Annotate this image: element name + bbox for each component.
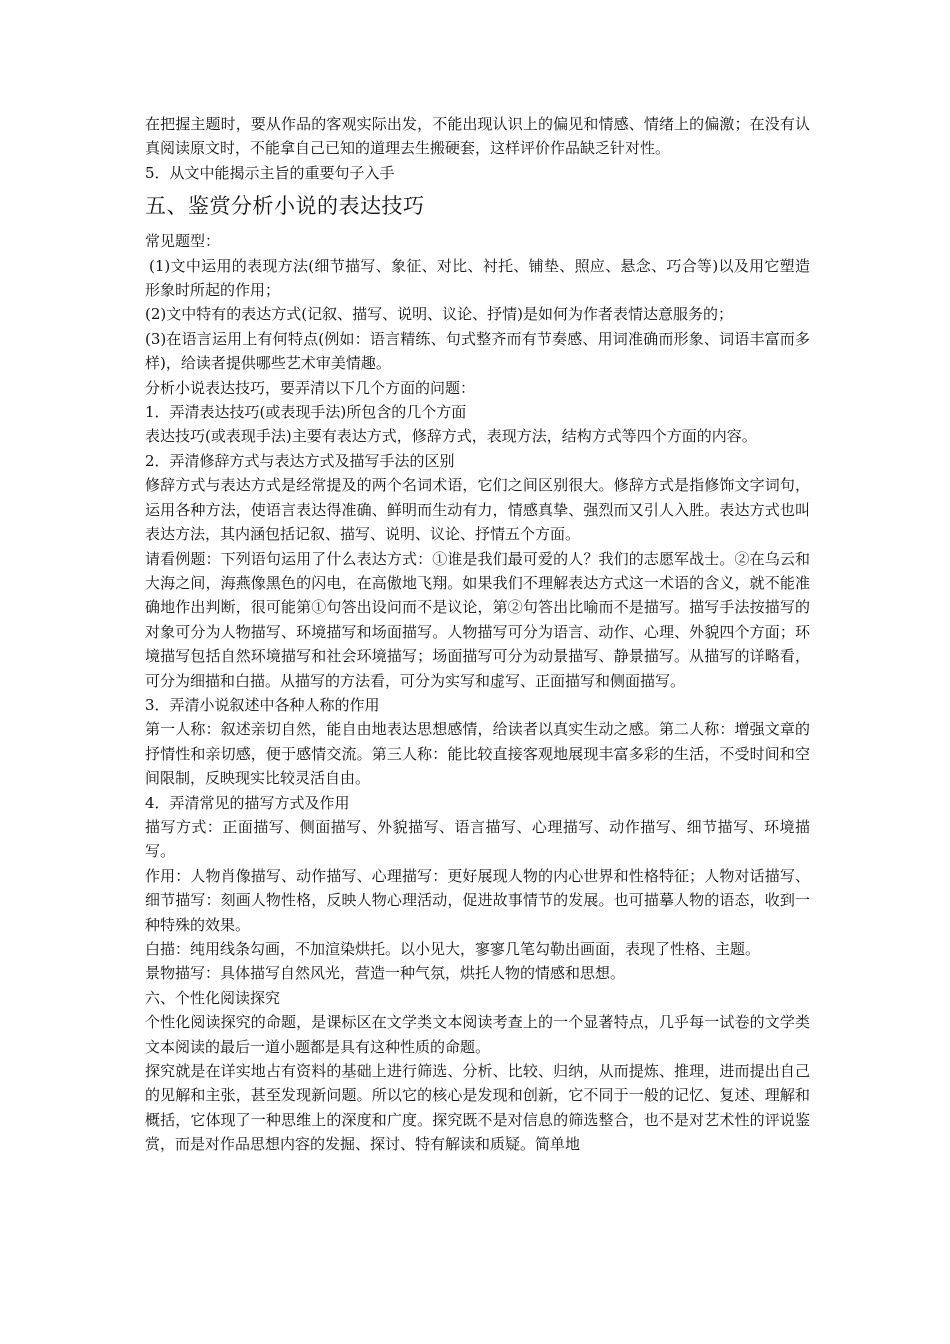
point-4-heading: 4．弄清常见的描写方式及作用 (145, 793, 350, 812)
point-3-body: 第一人称：叙述亲切自然，能自由地表达思想感情，给读者以真实生动之感。第二人称：增强文章的抒情性和亲切感，便于感情交流。第三人称：能比较直接客观地展现丰富多彩的生活，不受时间和空间限制，反映现实比较灵活自由。 (145, 720, 810, 788)
point-3-heading: 3．弄清小说叙述中各种人称的作用 (145, 695, 380, 714)
personal-reading-intro: 个性化阅读探究的命题，是课标区在文学类文本阅读考查上的一个显著特点，几乎每一试卷的文学类文本阅读的最后一道小题都是具有这种性质的命题。 (145, 1013, 810, 1056)
analysis-intro: 分析小说表达技巧，要弄清以下几个方面的问题： (145, 378, 476, 397)
point-1-heading: 1．弄清表达技巧(或表现手法)所包含的几个方面 (145, 403, 467, 422)
question-type-1: (1)文中运用的表现方法(细节描写、象征、对比、衬托、铺垫、照应、悬念、巧合等)以及用它塑造形象时所起的作用； (145, 256, 810, 300)
section-heading-six: 六、个性化阅读探究 (145, 988, 281, 1007)
point-2-heading: 2．弄清修辞方式与表达方式及描写手法的区别 (145, 451, 455, 470)
question-type-2: (2)文中特有的表达方式(记叙、描写、说明、议论、抒情)是如何为作者表情达意服务的； (145, 305, 733, 324)
scenery-description: 景物描写：具体描写自然风光，营造一种气氛，烘托人物的情感和思想。 (145, 964, 626, 983)
section-heading-five: 五、鉴赏分析小说的表达技巧 (145, 194, 425, 219)
item-5-key-sentences: 5．从文中能揭示主旨的重要句子入手 (145, 163, 395, 182)
common-question-types-label: 常见题型： (145, 232, 221, 251)
example-paragraph: 请看例题：下列语句运用了什么表达方式：①谁是我们最可爱的人？我们的志愿军战士。②在乌云和大海之间，海燕像黑色的闪电，在高傲地飞翔。如果我们不理解表达方式这一术语的含义，就不能准确地作出判断，很可能第①句答出设问而不是议论，第②句答出比喻而不是描写。描写手法按描写的对象可分为人物描写、环境描写和场面描写。人物描写可分为语言、动作、心理、外貌四个方面；环境描写包括自然环境描写和社会环境描写；场面描写可分为动景描写、静景描写。从描写的详略看，可分为细描和白描。从描写的方法看，可分为实写和虚写、正面描写和侧面描写。 (145, 549, 810, 690)
point-1-body: 表达技巧(或表现手法)主要有表达方式，修辞方式，表现方法，结构方式等四个方面的内容。 (145, 427, 757, 446)
exploration-body: 探究就是在详实地占有资料的基础上进行筛选、分析、比较、归纳，从而提炼、推理，进而提出自己的见解和主张，甚至发现新问题。所以它的核心是发现和创新，它不同于一般的记忆、复述、理解和概括，它体现了一种思维上的深度和广度。探究既不是对信息的筛选整合，也不是对艺术性的评说鉴赏，而是对作品思想内容的发掘、探讨、特有解读和质疑。简单地 (145, 1062, 810, 1154)
point-2-body: 修辞方式与表达方式是经常提及的两个名词术语，它们之间区别很大。修辞方式是指修饰文字词句，运用各种方法，使语言表达得准确、鲜明而生动有力，情感真挚、强烈而又引人入胜。表达方式也叫表达方法，其内涵包括记叙、描写、说明、议论、抒情五个方面。 (145, 476, 810, 544)
document-page (145, 112, 810, 1157)
description-methods: 描写方式：正面描写、侧面描写、外貌描写、语言描写、心理描写、动作描写、细节描写、环境描写。 (145, 817, 810, 861)
paragraph-theme-caution: 在把握主题时，要从作品的客观实际出发，不能出现认识上的偏见和情感、情绪上的偏激；在没有认真阅读原文时，不能拿自己已知的道理去生搬硬套，这样评价作品缺乏针对性。 (145, 115, 810, 158)
plain-sketch: 白描：纯用线条勾画，不加渲染烘托。以小见大，寥寥几笔勾勒出画面，表现了性格、主题。 (145, 940, 761, 958)
description-effects: 作用：人物肖像描写、动作描写、心理描写：更好展现人物的内心世界和性格特征；人物对话描写、细节描写：刻画人物性格，反映人物心理活动，促进故事情节的发展。也可描摹人物的语态，收到一种特殊的效果。 (145, 866, 810, 934)
question-type-3: (3)在语言运用上有何特点(例如：语言精练、句式整齐而有节奏感、用词准确而形象、词语丰富而多样)，给读者提供哪些艺术审美情趣。 (145, 329, 810, 373)
